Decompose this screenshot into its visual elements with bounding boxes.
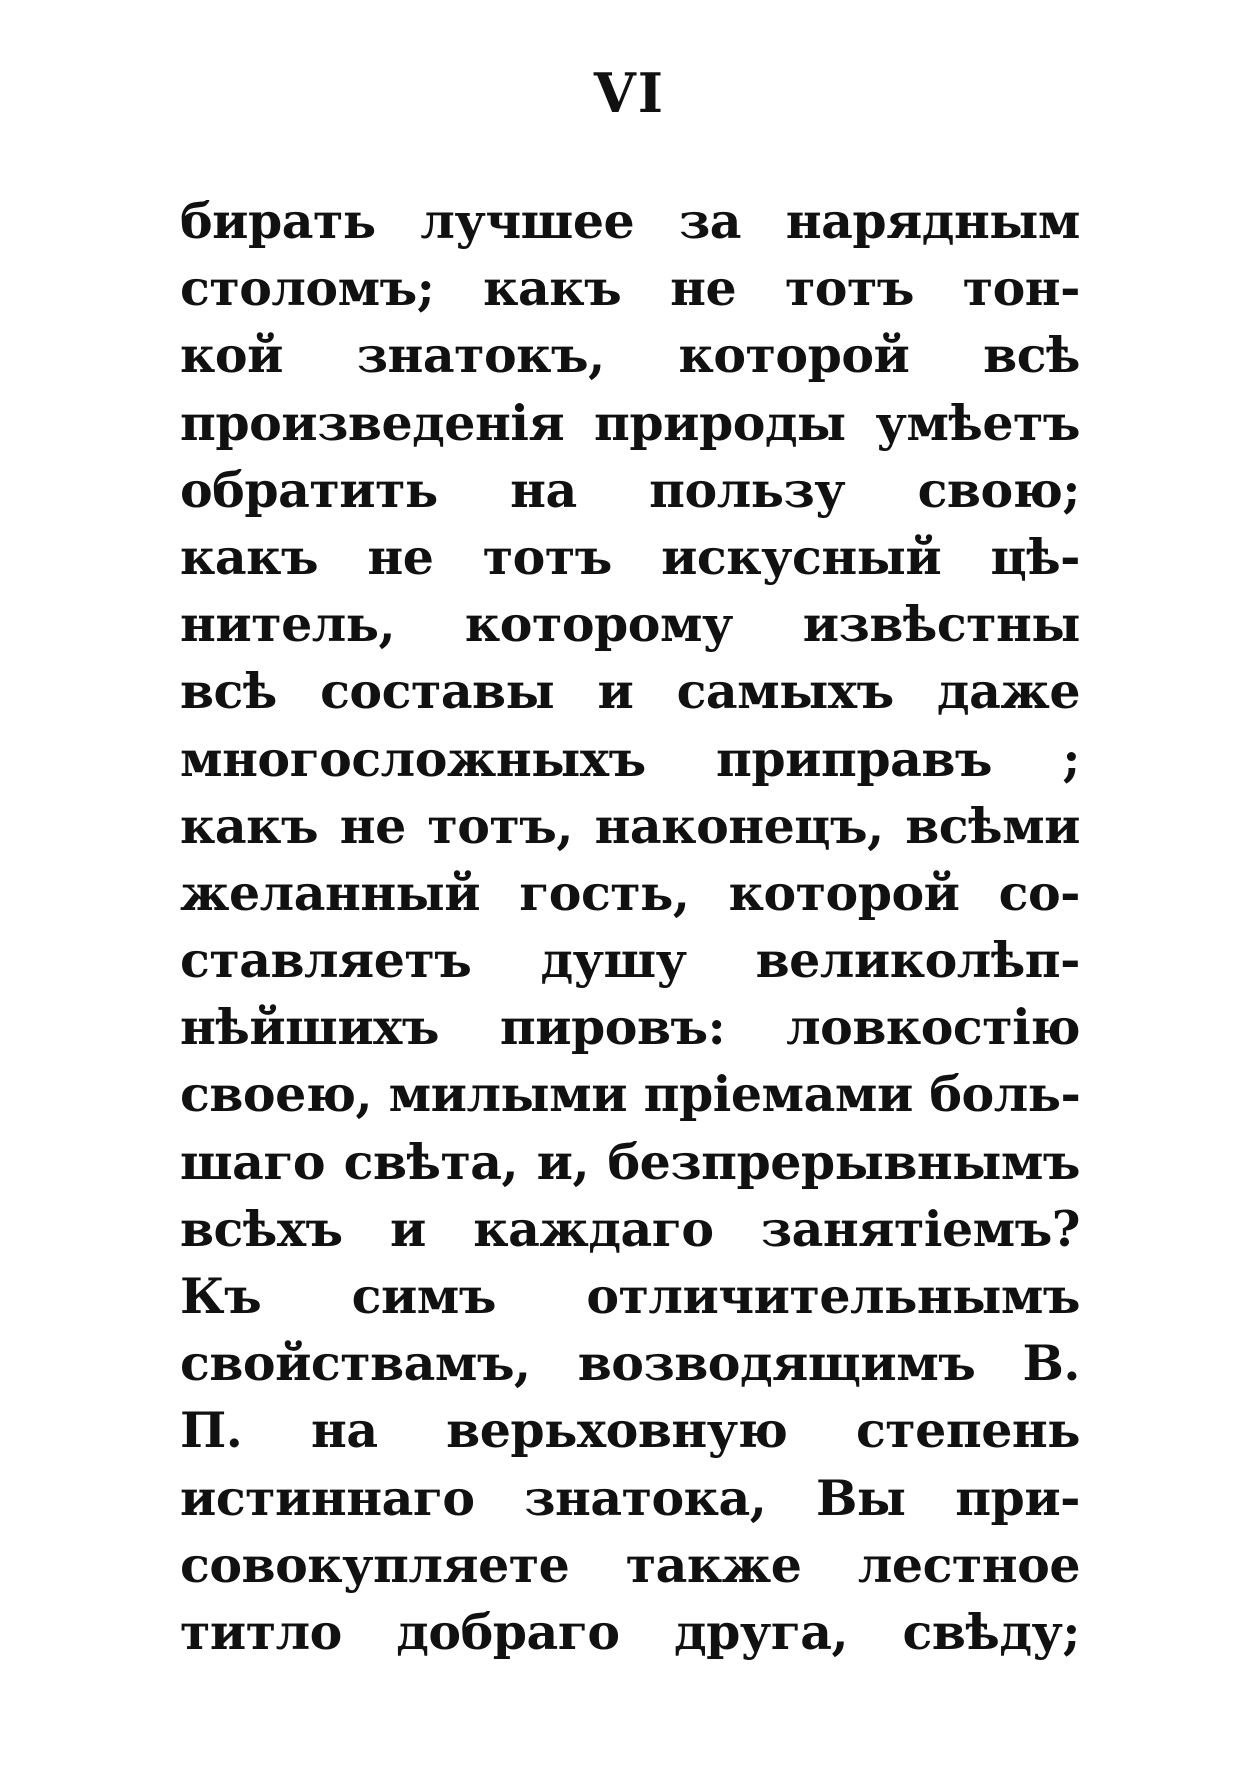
text-line: нѣйшихъ пировъ: ловкостiю — [180, 998, 1080, 1057]
text-line: желанный гость, которой со- — [180, 863, 1080, 922]
text-line: своею, милыми прiемами боль- — [180, 1065, 1080, 1124]
text-line: совокупляете также лестное — [180, 1535, 1080, 1594]
text-line: всѣ составы и самыхъ даже — [180, 662, 1080, 721]
text-line: титло добраго друга, свѣду; — [180, 1602, 1080, 1661]
text-line: нитель, которому извѣстны — [180, 595, 1080, 654]
text-line: всѣхъ и каждаго занятiемъ? — [180, 1199, 1080, 1258]
page-number: VI — [593, 61, 666, 125]
text-line: многосложныхъ приправъ ; — [180, 729, 1080, 788]
text-line: столомъ; какъ не тотъ тон- — [180, 259, 1080, 318]
text-line: П. на верьховную степень — [180, 1401, 1080, 1460]
text-line: какъ не тотъ, наконецъ, всѣми — [180, 796, 1080, 855]
text-line: свойствамъ, возводящимъ В. — [180, 1334, 1080, 1393]
text-line: произведенiя природы умѣетъ — [180, 393, 1080, 452]
text-line: какъ не тотъ искусный цѣ- — [180, 527, 1080, 586]
text-line: шаго свѣта, и, безпрерывнымъ — [180, 1132, 1080, 1191]
text-line: ставляетъ душу великолѣп- — [180, 931, 1080, 990]
text-line: обратить на пользу свою; — [180, 460, 1080, 519]
text-line: кой знатокъ, которой всѣ — [180, 326, 1080, 385]
text-line: Къ симъ отличительнымъ — [180, 1267, 1080, 1325]
text-line: бирать лучшее за нарядным — [180, 192, 1080, 250]
text-line: истиннаго знатока, Вы при- — [180, 1468, 1080, 1527]
body-text — [180, 188, 1080, 1666]
